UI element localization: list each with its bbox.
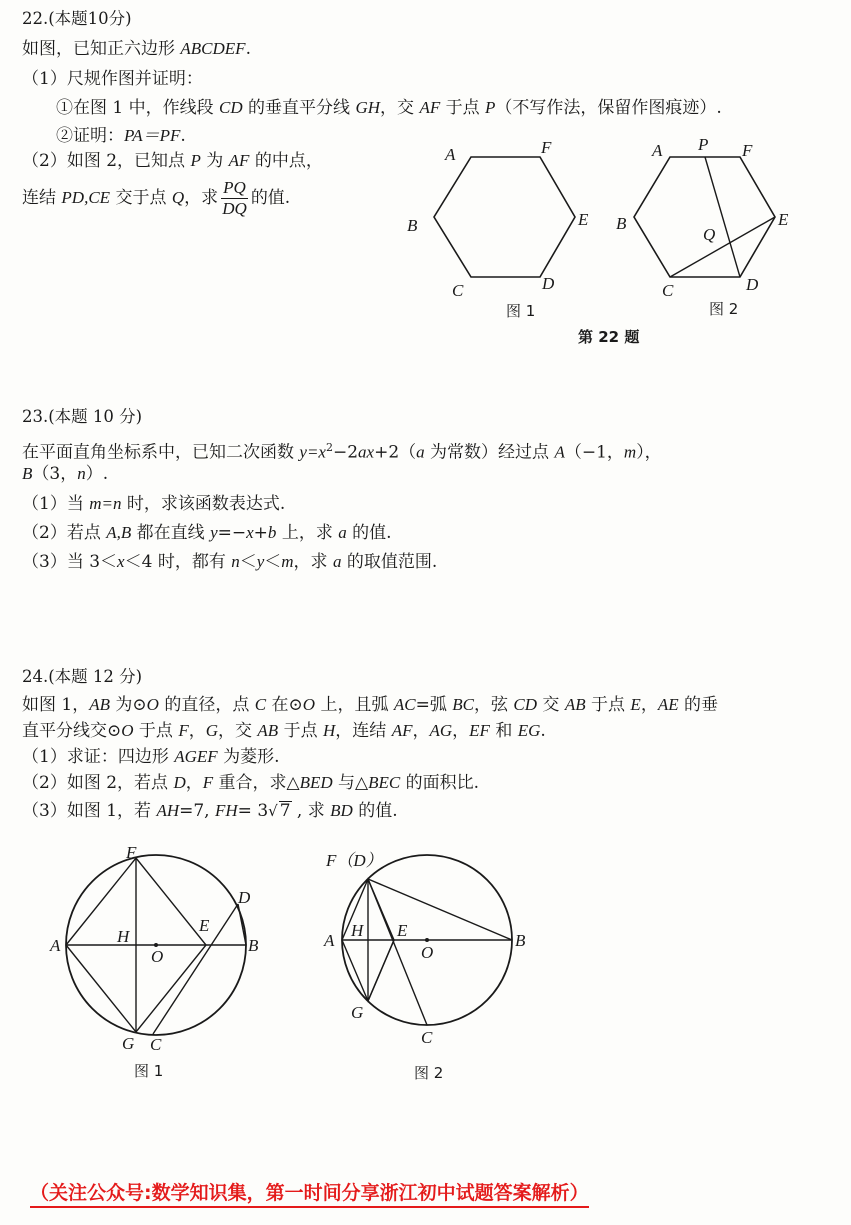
label-E: E (778, 210, 789, 229)
label-B: B (248, 936, 259, 955)
q24-fig1-caption: 图 1 (134, 1062, 164, 1080)
label-E: E (578, 210, 589, 229)
q23-line1: 在平面直角坐标系中，已知二次函数 $y=x^2-2ax+2(a$ 为常数）经过点 A（−1，m）， (22, 441, 662, 463)
label-D: D (238, 888, 251, 907)
label-F: F (742, 141, 753, 160)
segment-eg (368, 940, 394, 1001)
q23-header: 23.(本题 10 分) (22, 407, 143, 426)
q22-part2: （2）如图 2，已知点 P 为 AF 的中点， (22, 151, 323, 171)
label-C: C (452, 281, 464, 300)
q23-part2: （2）若点 A,B 都在直线 y=−x+b 上，求 a 的值. (22, 523, 392, 543)
label-H: H (351, 921, 364, 940)
q24-line2: 直平分线交⊙O 于点 F，G，交 AB 于点 H，连结 AF，AG，EF 和 EG. (22, 721, 546, 741)
q24-header: 24.(本题 12 分) (22, 667, 143, 686)
q24-line1: 如图 1，AB 为⊙O 的直径，点 C 在⊙O 上，且弧 AC=弧 BC，弦 CD 交 AB 于点 E，AE 的垂 (22, 695, 718, 715)
q24-part2: （2）如图 2，若点 D，F 重合，求△BED 与△BEC 的面积比. (22, 773, 480, 793)
footer-notice: （关注公众号:数学知识集，第一时间分享浙江初中试题答案解析） (30, 1178, 589, 1208)
q23-line2: B（3，n）. (22, 464, 109, 484)
q22-figure-title: 第 22 题 (578, 328, 640, 346)
q22-part1: （1）尺规作图并证明： (22, 69, 203, 89)
label-C: C (662, 281, 674, 300)
fraction-pq-dq: $\frac{PQ}{DQ}$ (222, 178, 247, 218)
label-C: C (421, 1028, 433, 1047)
q24-part1: （1）求证：四边形 AGEF 为菱形. (22, 747, 280, 767)
q22-part1b: ②证明：PA＝PF. (56, 126, 186, 146)
label-O: O (421, 943, 434, 962)
label-E: E (199, 916, 210, 935)
label-P: P (698, 135, 709, 154)
q23-part3: （3）当 3＜x＜4 时，都有 n＜y＜m，求 a 的取值范围. (22, 552, 438, 572)
label-A: A (50, 936, 61, 955)
label-G: G (122, 1034, 135, 1053)
label-A: A (445, 145, 456, 164)
label-H: H (117, 927, 130, 946)
q22-fig2-caption: 图 2 (709, 300, 739, 318)
label-D: D (542, 274, 555, 293)
q22-fig1-caption: 图 1 (506, 302, 536, 320)
q22-part1a: ①在图 1 中，作线段 CD 的垂直平分线 GH，交 AF 于点 P（不写作法，保留作图痕迹）. (56, 98, 722, 118)
q22-part2-line2: 连结 PD,CE 交于点 Q，求 $\frac{PQ}{DQ}$ 的值. (22, 178, 291, 218)
label-D: D (746, 275, 759, 294)
sqrt-seven: 7 (279, 801, 291, 821)
label-B: B (407, 216, 418, 235)
q22-header: 22.(本题10分) (22, 9, 132, 28)
label-F: F (126, 843, 137, 862)
label-O: O (151, 947, 164, 966)
label-F: F (541, 138, 552, 157)
label-C: C (150, 1035, 162, 1054)
label-E: E (397, 921, 408, 940)
label-Q: Q (703, 225, 716, 244)
q24-fig2-caption: 图 2 (414, 1064, 444, 1082)
label-A: A (652, 141, 663, 160)
label-B: B (616, 214, 627, 233)
label-A: A (324, 931, 335, 950)
label-F-D: F（D） (326, 851, 383, 870)
q23-part1: （1）当 m=n 时，求该函数表达式. (22, 494, 286, 514)
label-G: G (351, 1003, 364, 1022)
center-dot-2 (425, 938, 429, 942)
q22-intro: 如图，已知正六边形 ABCDEF. (22, 39, 251, 59)
label-B: B (515, 931, 526, 950)
q24-part3: （3）如图 1，若 AH=7, FH= 3√ 7 , 求 BD 的值. (22, 801, 398, 821)
